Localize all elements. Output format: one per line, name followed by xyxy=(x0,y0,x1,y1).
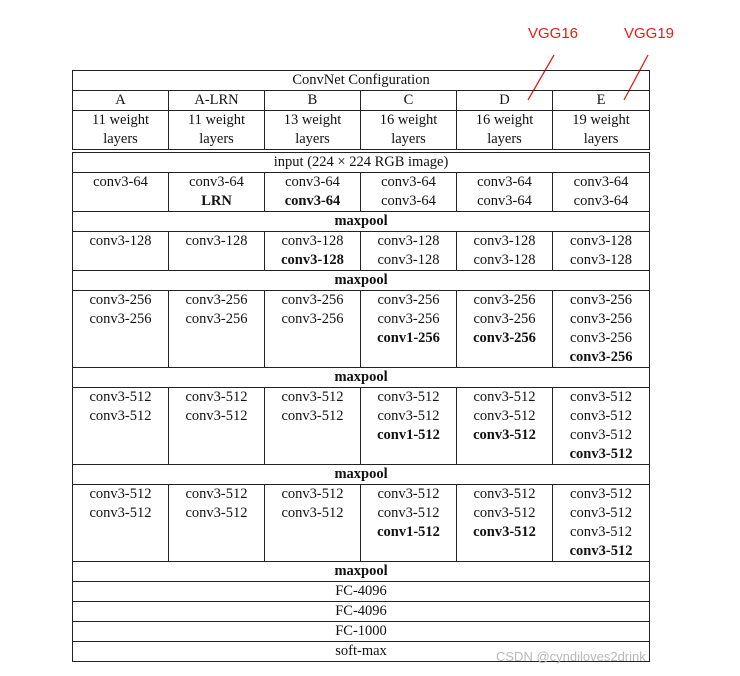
layer-label: conv3-256 xyxy=(377,292,440,308)
depth-cell xyxy=(265,111,361,150)
column-header-d: D xyxy=(457,91,553,111)
layer-label: conv3-512 xyxy=(570,505,633,521)
depth-cell xyxy=(457,111,553,150)
depth-line: 13 weight xyxy=(283,112,342,128)
layer-label: conv3-256 xyxy=(570,330,633,346)
layer-label: conv3-256 xyxy=(569,349,633,365)
layer-label: conv3-256 xyxy=(281,292,344,308)
layer-label: conv3-512 xyxy=(185,408,248,424)
layer-label: conv3-256 xyxy=(473,330,536,346)
layer-label: conv3-512 xyxy=(185,505,248,521)
layer-label: conv3-512 xyxy=(569,446,633,462)
layer-cell xyxy=(169,485,265,562)
input-row-cell: input (224 × 224 RGB image) xyxy=(73,153,650,173)
column-header-b: B xyxy=(265,91,361,111)
depth-line: 16 weight xyxy=(379,112,438,128)
layer-label: conv3-256 xyxy=(473,292,536,308)
column-header-a-lrn: A-LRN xyxy=(169,91,265,111)
layer-cell xyxy=(457,291,553,368)
layer-cell xyxy=(457,173,553,212)
layer-label: LRN xyxy=(201,193,232,209)
layer-label: conv3-128 xyxy=(473,233,536,249)
layer-label: conv3-256 xyxy=(377,311,440,327)
depth-row xyxy=(73,111,650,150)
layer-label: conv3-256 xyxy=(473,311,536,327)
column-header-row xyxy=(73,91,650,111)
layer-label: conv3-128 xyxy=(570,233,633,249)
layer-label: conv3-64 xyxy=(477,193,532,209)
depth-cell xyxy=(169,111,265,150)
layer-label: conv3-256 xyxy=(185,292,248,308)
csdn-watermark: CSDN @cyndiloves2drink xyxy=(496,649,646,664)
layer-label: conv3-128 xyxy=(185,233,248,249)
depth-cell xyxy=(73,111,169,150)
layer-cell xyxy=(361,291,457,368)
layer-label: conv3-512 xyxy=(185,486,248,502)
layer-label: conv3-512 xyxy=(377,505,440,521)
layer-cell xyxy=(169,388,265,465)
layer-cell xyxy=(73,173,169,212)
layer-label: conv3-128 xyxy=(570,252,633,268)
layer-cell xyxy=(361,232,457,271)
column-header-e: E xyxy=(553,91,650,111)
layer-cell xyxy=(169,173,265,212)
layer-label: conv3-512 xyxy=(473,389,536,405)
layer-cell xyxy=(265,232,361,271)
layer-label: conv3-64 xyxy=(477,174,532,190)
conv-block-row xyxy=(73,388,650,465)
layer-label: conv3-256 xyxy=(89,311,152,327)
maxpool-cell: maxpool xyxy=(73,368,650,388)
layer-label: conv3-512 xyxy=(281,505,344,521)
layer-label: conv3-512 xyxy=(570,427,633,443)
layer-cell xyxy=(169,291,265,368)
layer-label: conv3-512 xyxy=(89,408,152,424)
layer-cell xyxy=(457,232,553,271)
input-row-cell-row xyxy=(73,153,650,173)
depth-line: layers xyxy=(103,131,138,147)
tail-layer-cell: FC-4096 xyxy=(73,602,650,622)
layer-label: conv3-512 xyxy=(570,408,633,424)
maxpool-cell-row xyxy=(73,465,650,485)
layer-label: conv1-512 xyxy=(377,524,440,540)
maxpool-cell: maxpool xyxy=(73,465,650,485)
layer-label: conv3-256 xyxy=(570,292,633,308)
conv-block-row xyxy=(73,232,650,271)
layer-label: conv3-64 xyxy=(381,174,436,190)
layer-label: conv3-128 xyxy=(473,252,536,268)
tail-layer-cell-row xyxy=(73,602,650,622)
layer-cell xyxy=(553,388,650,465)
layer-label: conv3-512 xyxy=(569,543,633,559)
layer-cell xyxy=(73,485,169,562)
layer-label: conv1-256 xyxy=(377,330,440,346)
layer-label: conv3-256 xyxy=(281,311,344,327)
convnet-configuration-table xyxy=(72,70,650,662)
column-header-c: C xyxy=(361,91,457,111)
layer-label: conv3-64 xyxy=(189,174,244,190)
layer-label: conv3-512 xyxy=(570,389,633,405)
vgg16-annotation: VGG16 xyxy=(528,25,579,42)
maxpool-cell: maxpool xyxy=(73,212,650,232)
layer-label: conv3-512 xyxy=(281,389,344,405)
maxpool-cell-row xyxy=(73,271,650,291)
layer-label: conv3-512 xyxy=(281,486,344,502)
depth-line: layers xyxy=(199,131,234,147)
layer-label: conv3-512 xyxy=(377,486,440,502)
layer-cell xyxy=(265,291,361,368)
column-header-a: A xyxy=(73,91,169,111)
layer-cell xyxy=(457,485,553,562)
layer-cell xyxy=(265,485,361,562)
layer-label: conv3-64 xyxy=(285,174,340,190)
layer-label: conv3-512 xyxy=(473,486,536,502)
depth-line: 11 weight xyxy=(91,112,150,128)
layer-cell xyxy=(73,291,169,368)
layer-cell xyxy=(265,388,361,465)
layer-label: conv3-128 xyxy=(89,233,152,249)
layer-cell xyxy=(169,232,265,271)
layer-label: conv1-512 xyxy=(377,427,440,443)
conv-block-row xyxy=(73,485,650,562)
layer-label: conv3-256 xyxy=(570,311,633,327)
tail-layer-cell: FC-1000 xyxy=(73,622,650,642)
layer-cell xyxy=(361,485,457,562)
layer-label: conv3-512 xyxy=(377,389,440,405)
layer-cell xyxy=(361,173,457,212)
layer-cell xyxy=(457,388,553,465)
layer-cell xyxy=(361,388,457,465)
layer-cell xyxy=(73,232,169,271)
layer-label: conv3-64 xyxy=(573,193,629,209)
layer-label: conv3-64 xyxy=(93,174,148,190)
depth-line: 11 weight xyxy=(187,112,246,128)
layer-label: conv3-512 xyxy=(377,408,440,424)
tail-layer-cell: soft-max xyxy=(73,642,650,662)
layer-cell xyxy=(73,388,169,465)
layer-label: conv3-512 xyxy=(89,486,152,502)
layer-label: conv3-256 xyxy=(89,292,152,308)
layer-label: conv3-256 xyxy=(185,311,248,327)
layer-label: conv3-512 xyxy=(473,427,536,443)
depth-cell xyxy=(361,111,457,150)
depth-line: layers xyxy=(583,131,619,147)
depth-cell xyxy=(553,111,650,150)
depth-line: layers xyxy=(391,131,426,147)
layer-label: conv3-64 xyxy=(284,193,341,209)
maxpool-cell: maxpool xyxy=(73,271,650,291)
layer-label: conv3-512 xyxy=(473,524,536,540)
layer-cell xyxy=(553,232,650,271)
maxpool-cell: maxpool xyxy=(73,562,650,582)
layer-cell xyxy=(553,291,650,368)
layer-label: conv3-128 xyxy=(281,252,344,268)
layer-label: conv3-512 xyxy=(570,524,633,540)
maxpool-cell-row xyxy=(73,562,650,582)
layer-label: conv3-128 xyxy=(377,252,440,268)
vgg19-annotation: VGG19 xyxy=(624,25,675,42)
layer-label: conv3-512 xyxy=(570,486,633,502)
layer-label: conv3-512 xyxy=(89,505,152,521)
tail-layer-cell-row xyxy=(73,582,650,602)
layer-label: conv3-512 xyxy=(473,408,536,424)
conv-block-row xyxy=(73,173,650,212)
layer-label: conv3-512 xyxy=(473,505,536,521)
depth-line: layers xyxy=(295,131,330,147)
layer-label: conv3-128 xyxy=(281,233,344,249)
layer-label: conv3-64 xyxy=(573,174,629,190)
layer-cell xyxy=(553,485,650,562)
tail-layer-cell: FC-4096 xyxy=(73,582,650,602)
conv-block-row xyxy=(73,291,650,368)
layer-label: conv3-512 xyxy=(281,408,344,424)
layer-label: conv3-512 xyxy=(89,389,152,405)
depth-line: 19 weight xyxy=(572,112,630,128)
layer-label: conv3-512 xyxy=(185,389,248,405)
maxpool-cell-row xyxy=(73,368,650,388)
layer-cell xyxy=(553,173,650,212)
table-title: ConvNet Configuration xyxy=(73,71,650,91)
layer-label: conv3-64 xyxy=(381,193,436,209)
table-title-row xyxy=(73,71,650,91)
maxpool-cell-row xyxy=(73,212,650,232)
layer-label: conv3-128 xyxy=(377,233,440,249)
depth-line: 16 weight xyxy=(475,112,534,128)
depth-line: layers xyxy=(487,131,522,147)
tail-layer-cell-row xyxy=(73,622,650,642)
layer-cell xyxy=(265,173,361,212)
